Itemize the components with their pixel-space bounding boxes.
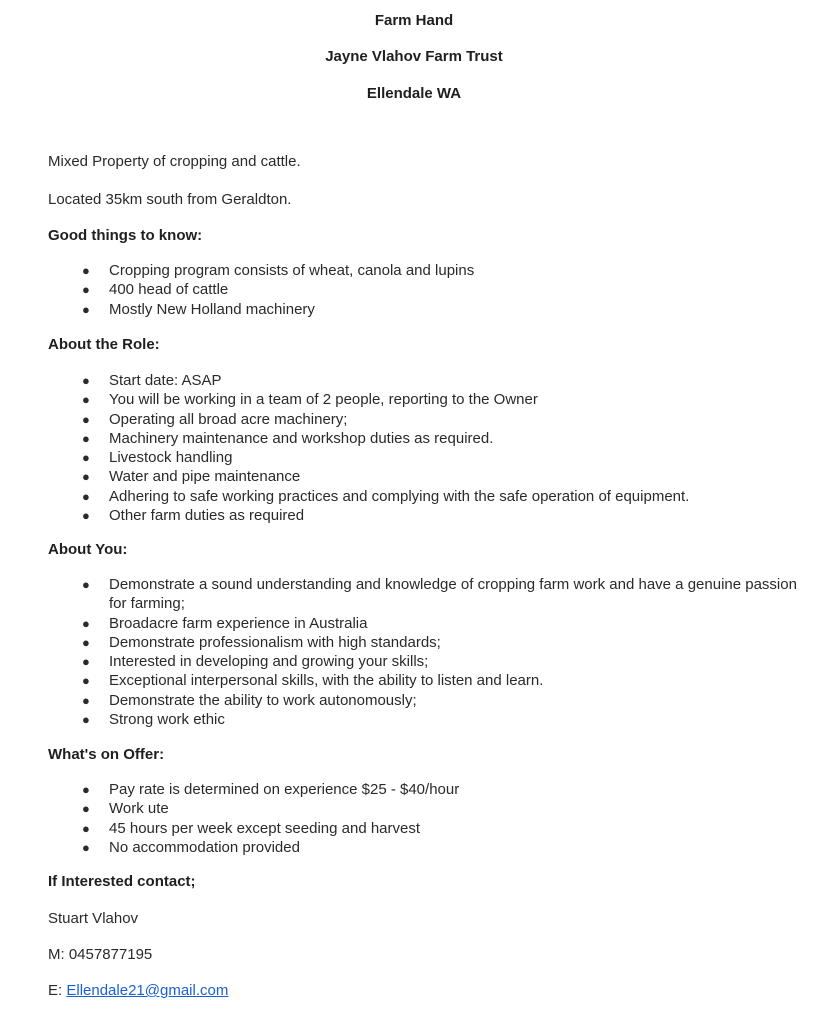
employer-name: Jayne Vlahov Farm Trust <box>325 48 503 65</box>
email-link[interactable]: Ellendale21@gmail.com <box>66 982 229 999</box>
bullet-icon: ● <box>82 508 90 524</box>
list-item-text: Operating all broad acre machinery; <box>109 410 348 428</box>
about-role-list <box>0 371 828 525</box>
list-item <box>0 652 828 671</box>
list-item <box>0 429 828 448</box>
list-item <box>0 390 828 409</box>
list-item <box>0 819 828 838</box>
bullet-icon: ● <box>82 634 90 650</box>
list-item <box>0 410 828 429</box>
phone-label: M: <box>48 946 65 963</box>
list-item <box>0 633 828 652</box>
good-things-heading: Good things to know: <box>48 227 203 244</box>
list-item-text: Broadacre farm experience in Australia <box>109 614 368 632</box>
bullet-icon: ● <box>82 692 90 708</box>
list-item-text: Strong work ethic <box>109 711 225 729</box>
bullet-icon: ● <box>82 615 90 631</box>
intro-location: Located 35km south from Geraldton. <box>48 191 292 208</box>
phone-number: 0457877195 <box>68 946 153 963</box>
offer-list <box>0 780 828 857</box>
bullet-icon: ● <box>82 673 90 689</box>
list-item <box>0 506 828 525</box>
list-item-text: Machinery maintenance and workshop duties as required. <box>109 429 494 447</box>
contact-name: Stuart Vlahov <box>48 910 139 927</box>
bullet-icon: ● <box>82 801 90 817</box>
list-item <box>0 691 828 710</box>
list-item <box>0 671 828 690</box>
contact-email-line <box>48 982 228 999</box>
about-you-list <box>0 575 828 729</box>
list-item <box>0 710 828 729</box>
list-item-text: Other farm duties as required <box>109 507 305 525</box>
list-item-text: 400 head of cattle <box>109 281 229 299</box>
list-item-text: 45 hours per week except seeding and harvest <box>109 819 421 837</box>
bullet-icon: ● <box>82 654 90 670</box>
list-item <box>0 799 828 818</box>
list-item <box>0 838 828 857</box>
about-role-heading: About the Role: <box>48 336 160 353</box>
bullet-icon: ● <box>82 488 90 504</box>
list-item-text: Pay rate is determined on experience $25 - $40/hour <box>109 781 460 798</box>
list-item-text: You will be working in a team of 2 people, reporting to the Owner <box>109 391 538 409</box>
bullet-icon: ● <box>82 469 90 485</box>
bullet-icon: ● <box>82 712 90 728</box>
bullet-icon: ● <box>82 263 90 278</box>
list-item-text: Demonstrate a sound understanding and knowledge of cropping farm work and have a genuine passion for farming; <box>109 576 797 613</box>
offer-heading: What's on Offer: <box>48 746 165 763</box>
list-item <box>0 261 828 280</box>
bullet-icon: ● <box>82 282 90 298</box>
bullet-icon: ● <box>82 301 90 317</box>
intro-property: Mixed Property of cropping and cattle. <box>48 153 301 170</box>
list-item <box>0 448 828 467</box>
job-title: Farm Hand <box>374 12 454 29</box>
list-item <box>0 780 828 799</box>
bullet-icon: ● <box>82 577 90 592</box>
contact-heading: If Interested contact; <box>48 873 196 890</box>
list-item <box>0 575 828 614</box>
list-item-text: Work ute <box>109 800 169 818</box>
bullet-icon: ● <box>82 450 90 466</box>
list-item-text: Interested in developing and growing your skills; <box>109 653 429 671</box>
list-item <box>0 371 828 390</box>
list-item-text: Exceptional interpersonal skills, with the ability to listen and learn. <box>109 672 544 690</box>
bullet-icon: ● <box>82 392 90 408</box>
bullet-icon: ● <box>82 820 90 836</box>
email-label: E: <box>48 982 63 999</box>
list-item <box>0 487 828 506</box>
bullet-icon: ● <box>82 373 90 388</box>
bullet-icon: ● <box>82 839 90 855</box>
list-item-text: Demonstrate professionalism with high standards; <box>109 633 441 651</box>
list-item <box>0 280 828 299</box>
good-things-list <box>0 261 828 319</box>
list-item-text: No accommodation provided <box>109 838 300 856</box>
list-item-text: Adhering to safe working practices and complying with the safe operation of equipment. <box>109 487 690 505</box>
about-you-heading: About You: <box>48 541 128 558</box>
list-item-text: Start date: ASAP <box>109 372 222 389</box>
contact-phone-line <box>48 946 152 963</box>
list-item <box>0 467 828 486</box>
bullet-icon: ● <box>82 430 90 446</box>
bullet-icon: ● <box>82 411 90 427</box>
list-item-text: Cropping program consists of wheat, canola and lupins <box>109 262 475 279</box>
list-item <box>0 614 828 633</box>
list-item-text: Mostly New Holland machinery <box>109 300 315 318</box>
bullet-icon: ● <box>82 782 90 797</box>
list-item <box>0 300 828 319</box>
list-item-text: Livestock handling <box>109 449 233 467</box>
job-location: Ellendale WA <box>366 85 462 102</box>
list-item-text: Demonstrate the ability to work autonomously; <box>109 691 417 709</box>
list-item-text: Water and pipe maintenance <box>109 468 301 486</box>
